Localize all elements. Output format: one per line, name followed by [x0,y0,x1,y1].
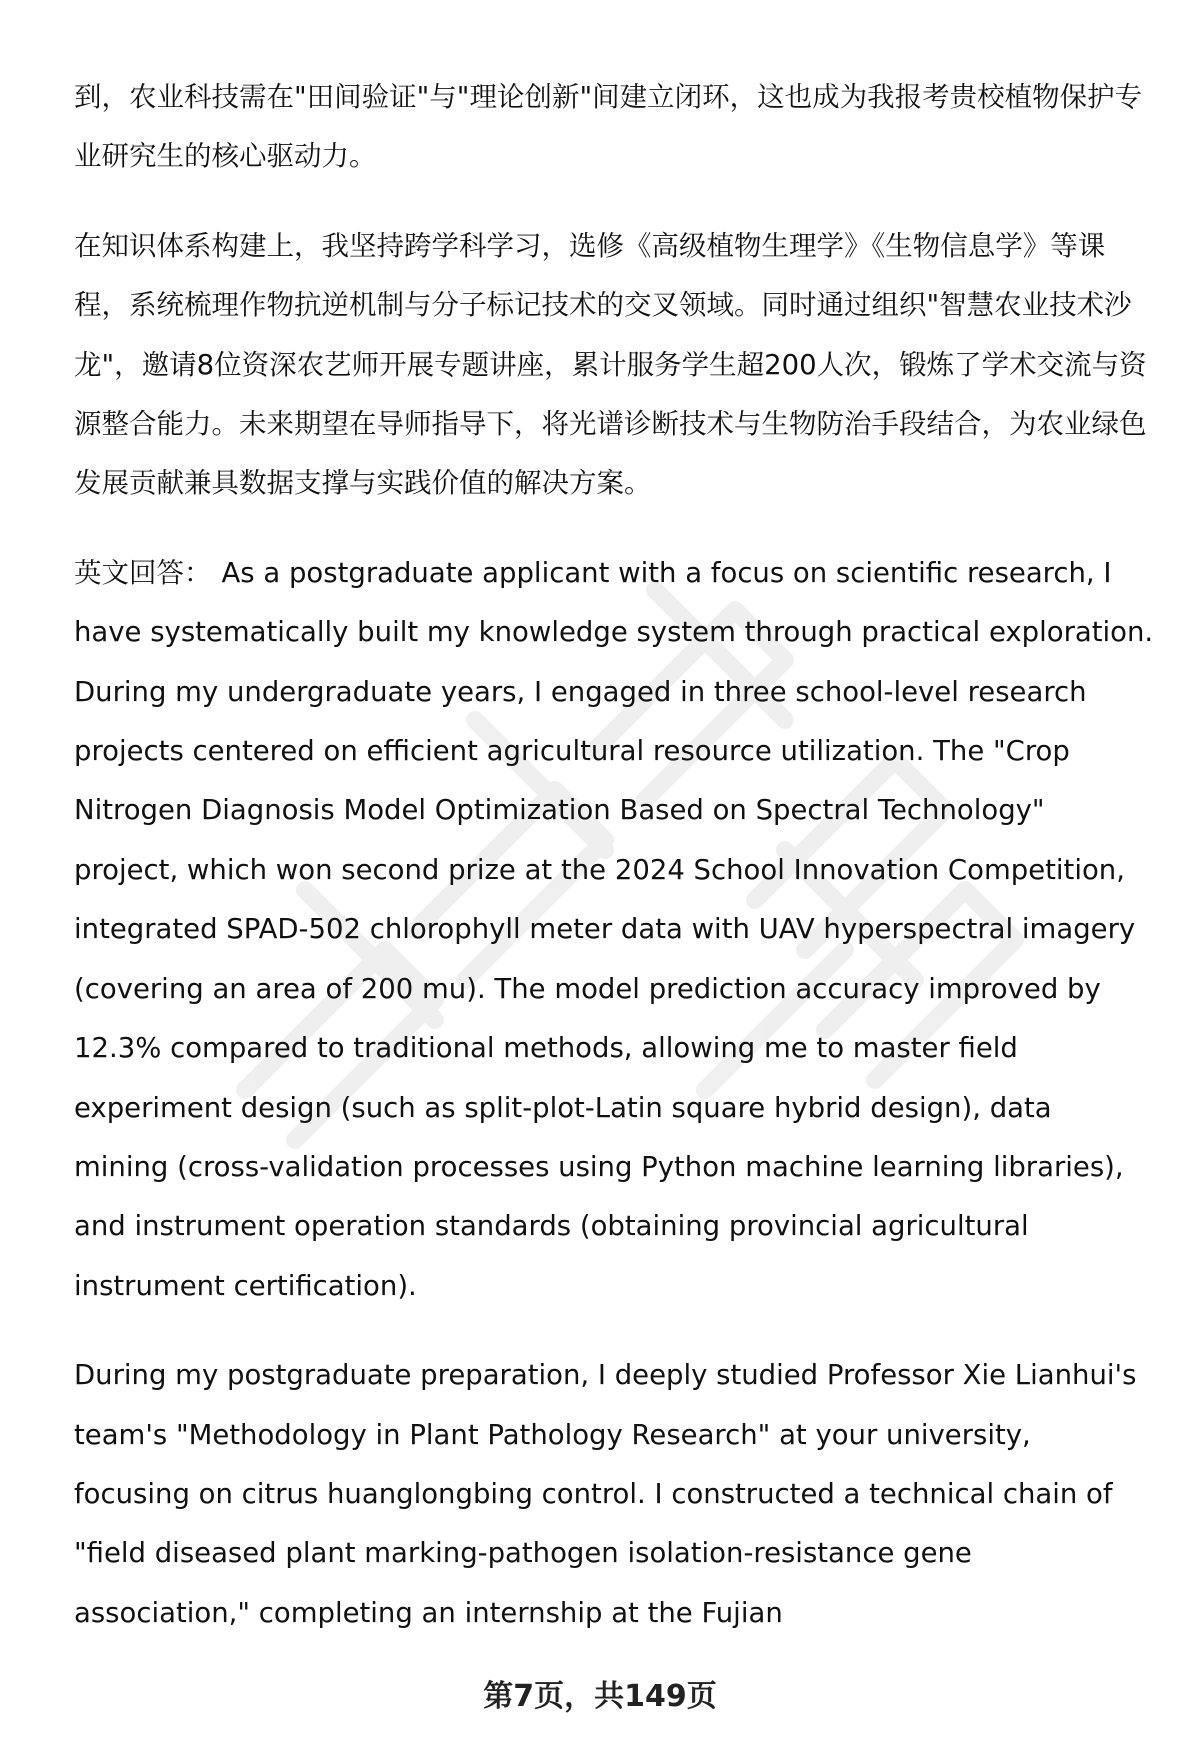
paragraph-4: During my postgraduate preparation, I deeply studied Professor Xie Lianhui's team's "Methodology in Plant Pathology Research" at your university, focusing on citrus huanglongbing control. I constructed a technical chain of "field diseased plant marking-pathogen isolation-resistance gene association," completing an internship at the Fujian [74,1359,1137,1629]
paragraph-2: 在知识体系构建上，我坚持跨学科学习，选修《高级植物生理学》《生物信息学》等课程，系统梳理作物抗逆机制与分子标记技术的交叉领域。同时通过组织"智慧农业技术沙龙"，邀请8位资深农艺师开展专题讲座，累计服务学生超200人次，锻炼了学术交流与资源整合能力。未来期望在导师指导下，将光谱诊断技术与生物防治手段结合，为农业绿色发展贡献兼具数据支撑与实践价值的解决方案。 [74,229,1147,500]
english-answer-label: 英文回答： [74,556,212,589]
paragraph-3 [74,544,1154,1316]
document-content [74,68,1154,1673]
paragraph-1: 到，农业科技需在"田间验证"与"理论创新"间建立闭环，这也成为我报考贵校植物保护专业研究生的核心驱动力。 [74,81,1143,173]
page-footer: 第7页，共149页 [483,1679,717,1714]
english-answer-text: As a postgraduate applicant with a focus on scientific research, I have systematically built my knowledge system through practical exploration. During my undergraduate years, I engaged in three school-level research projects centered on efficient agricultural resource utilization. The "Crop Nitrogen Diagnosis Model Optimization Based on Spectral Technology" project, which won second prize at the 2024 School Innovation Competition, integrated SPAD-502 chlorophyll meter data with UAV hyperspectral imagery (covering an area of 200 mu). The model prediction accuracy improved by 12.3% compared to traditional methods, allowing me to master field experiment design (such as split-plot-Latin square hybrid design), data mining (cross-validation processes using Python machine learning libraries), and instrument operation standards (obtaining provincial agricultural instrument certification). [74,556,1154,1302]
